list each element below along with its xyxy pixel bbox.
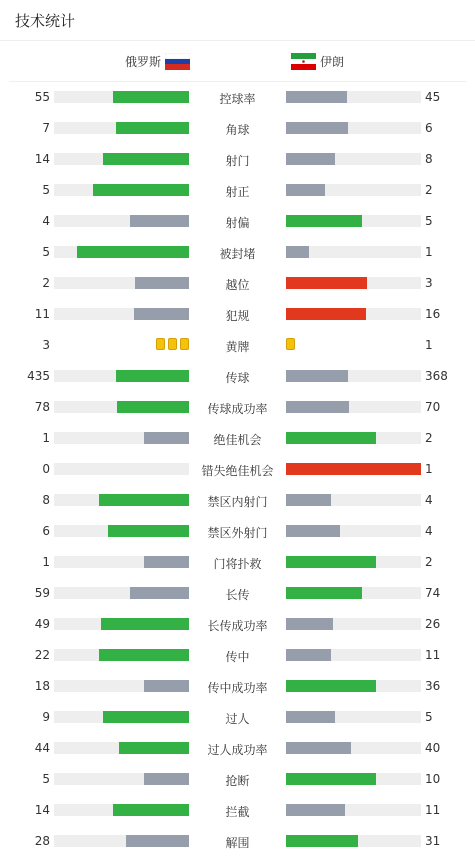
away-value: 16: [425, 307, 441, 321]
home-bar-fill: [113, 91, 189, 103]
away-bar-track: [286, 742, 421, 754]
away-bar-fill: [286, 184, 325, 196]
home-value: 8: [42, 493, 50, 507]
home-cards: [156, 338, 189, 350]
stat-label: 长传成功率: [207, 619, 268, 633]
home-bar-fill: [130, 215, 189, 227]
home-value: 49: [34, 617, 50, 631]
stats-header: [0, 0, 475, 41]
stat-row: [0, 392, 475, 423]
stat-row: [0, 268, 475, 299]
home-bar-track: [54, 91, 189, 103]
away-bar-track: [286, 122, 421, 134]
away-value: 4: [425, 493, 433, 507]
stat-label: 绝佳机会: [213, 433, 262, 447]
home-bar-fill: [144, 680, 189, 692]
home-value: 3: [42, 338, 50, 352]
away-bar-fill: [286, 153, 335, 165]
away-bar-track: [286, 835, 421, 847]
home-bar-track: [54, 773, 189, 785]
away-bar-fill: [286, 370, 348, 382]
home-bar-fill: [119, 742, 189, 754]
stat-row: [0, 113, 475, 144]
home-value: 4: [42, 214, 50, 228]
stat-row: [0, 454, 475, 485]
home-value: 11: [34, 307, 50, 321]
away-bar-track: [286, 711, 421, 723]
away-bar-track: [286, 804, 421, 816]
away-bar-fill: [286, 835, 358, 847]
stat-label: 禁区内射门: [207, 495, 268, 509]
home-bar-fill: [99, 494, 189, 506]
home-value: 0: [42, 462, 50, 476]
home-bar-track: [54, 556, 189, 568]
home-value: 78: [34, 400, 50, 414]
away-value: 31: [425, 834, 441, 848]
home-bar-fill: [144, 432, 189, 444]
home-bar-track: [54, 184, 189, 196]
stat-row: [0, 640, 475, 671]
away-bar-fill: [286, 711, 335, 723]
home-bar-track: [54, 680, 189, 692]
home-bar-fill: [126, 835, 189, 847]
home-bar-track: [54, 463, 189, 475]
away-bar-fill: [286, 432, 376, 444]
home-bar-track: [54, 649, 189, 661]
home-value: 2: [42, 276, 50, 290]
stat-label: 角球: [225, 123, 250, 137]
away-value: 36: [425, 679, 441, 693]
home-bar-track: [54, 277, 189, 289]
stat-row: [0, 795, 475, 826]
teams-bar: [9, 41, 466, 82]
away-bar-fill: [286, 773, 376, 785]
away-bar-fill: [286, 401, 349, 413]
yellow-card-icon: [286, 338, 295, 350]
stat-row: [0, 516, 475, 547]
stat-label: 黄牌: [225, 340, 250, 354]
home-bar-fill: [101, 618, 189, 630]
away-value: 70: [425, 400, 441, 414]
away-bar-fill: [286, 525, 340, 537]
away-team: [291, 41, 344, 81]
stat-row: [0, 175, 475, 206]
home-bar-track: [54, 587, 189, 599]
home-value: 6: [42, 524, 50, 538]
stat-label: 长传: [225, 588, 250, 602]
stat-label: 过人: [225, 712, 250, 726]
away-value: 26: [425, 617, 441, 631]
away-bar-track: [286, 525, 421, 537]
away-value: 74: [425, 586, 441, 600]
away-value: 1: [425, 245, 433, 259]
stat-row: [0, 671, 475, 702]
away-bar-fill: [286, 649, 331, 661]
home-value: 28: [34, 834, 50, 848]
away-value: 10: [425, 772, 441, 786]
away-bar-track: [286, 215, 421, 227]
away-bar-fill: [286, 277, 367, 289]
stat-row: [0, 330, 475, 361]
away-bar-track: [286, 680, 421, 692]
away-value: 2: [425, 555, 433, 569]
home-bar-fill: [77, 246, 189, 258]
home-value: 5: [42, 245, 50, 259]
stat-label: 解围: [225, 836, 250, 850]
away-value: 2: [425, 431, 433, 445]
home-bar-track: [54, 432, 189, 444]
home-bar-fill: [130, 587, 189, 599]
away-bar-fill: [286, 122, 348, 134]
away-bar-fill: [286, 556, 376, 568]
home-bar-fill: [135, 277, 189, 289]
away-bar-fill: [286, 246, 309, 258]
home-bar-track: [54, 711, 189, 723]
russia-flag-icon: [165, 53, 190, 70]
home-bar-track: [54, 742, 189, 754]
stat-label: 抢断: [225, 774, 250, 788]
home-bar-track: [54, 370, 189, 382]
away-bar-track: [286, 91, 421, 103]
away-value: 1: [425, 462, 433, 476]
yellow-card-icon: [168, 338, 177, 350]
home-value: 18: [34, 679, 50, 693]
stat-label: 射门: [225, 154, 250, 168]
yellow-card-icon: [156, 338, 165, 350]
home-bar-track: [54, 308, 189, 320]
home-bar-fill: [103, 711, 189, 723]
home-value: 1: [42, 431, 50, 445]
away-bar-track: [286, 587, 421, 599]
iran-flag-icon: [291, 53, 316, 70]
away-value: 1: [425, 338, 433, 352]
away-value: 3: [425, 276, 433, 290]
stat-row: [0, 361, 475, 392]
home-bar-track: [54, 401, 189, 413]
stat-label: 禁区外射门: [207, 526, 268, 540]
stat-label: 射正: [225, 185, 250, 199]
home-bar-track: [54, 618, 189, 630]
stat-label: 门将扑救: [213, 557, 262, 571]
home-team-name: 俄罗斯: [124, 54, 161, 69]
away-bar-track: [286, 649, 421, 661]
home-bar-track: [54, 525, 189, 537]
stat-row: [0, 299, 475, 330]
stat-row: [0, 578, 475, 609]
home-bar-track: [54, 494, 189, 506]
stat-row: [0, 144, 475, 175]
home-bar-track: [54, 215, 189, 227]
home-bar-track: [54, 246, 189, 258]
home-bar-track: [54, 153, 189, 165]
away-team-name: 伊朗: [320, 54, 345, 69]
away-bar-fill: [286, 308, 366, 320]
page-title: 技术统计: [15, 11, 76, 30]
away-bar-track: [286, 277, 421, 289]
away-bar-track: [286, 773, 421, 785]
away-bar-fill: [286, 804, 345, 816]
home-value: 1: [42, 555, 50, 569]
away-bar-track: [286, 494, 421, 506]
stat-label: 射偏: [225, 216, 250, 230]
away-value: 5: [425, 710, 433, 724]
away-value: 368: [425, 369, 448, 383]
stat-row: [0, 82, 475, 113]
away-bar-track: [286, 618, 421, 630]
stat-row: [0, 733, 475, 764]
home-value: 22: [34, 648, 50, 662]
stat-row: [0, 609, 475, 640]
stat-label: 拦截: [225, 805, 250, 819]
stat-label: 越位: [225, 278, 250, 292]
away-bar-fill: [286, 680, 376, 692]
stat-label: 犯规: [225, 309, 250, 323]
away-value: 45: [425, 90, 441, 104]
stats-list: [0, 82, 475, 857]
stat-row: [0, 423, 475, 454]
home-bar-fill: [116, 370, 189, 382]
away-value: 4: [425, 524, 433, 538]
stat-row: [0, 237, 475, 268]
away-bar-fill: [286, 742, 351, 754]
stat-row: [0, 764, 475, 795]
home-bar-fill: [116, 122, 189, 134]
away-value: 11: [425, 648, 441, 662]
home-value: 59: [34, 586, 50, 600]
home-bar-fill: [93, 184, 189, 196]
home-bar-fill: [117, 401, 189, 413]
away-cards: [286, 338, 295, 350]
away-bar-fill: [286, 463, 421, 475]
away-bar-track: [286, 308, 421, 320]
away-bar-track: [286, 370, 421, 382]
home-bar-fill: [144, 556, 189, 568]
away-value: 6: [425, 121, 433, 135]
away-bar-fill: [286, 91, 347, 103]
home-bar-track: [54, 122, 189, 134]
home-value: 9: [42, 710, 50, 724]
home-value: 14: [34, 152, 50, 166]
home-value: 5: [42, 183, 50, 197]
yellow-card-icon: [180, 338, 189, 350]
away-bar-fill: [286, 494, 331, 506]
stat-row: [0, 826, 475, 857]
home-value: 44: [34, 741, 50, 755]
stat-row: [0, 702, 475, 733]
stat-label: 传中: [225, 650, 250, 664]
away-bar-track: [286, 432, 421, 444]
home-bar-fill: [144, 773, 189, 785]
home-value: 55: [34, 90, 50, 104]
away-value: 8: [425, 152, 433, 166]
home-bar-fill: [113, 804, 189, 816]
home-bar-fill: [134, 308, 189, 320]
home-value: 14: [34, 803, 50, 817]
away-bar-fill: [286, 215, 362, 227]
home-bar-fill: [99, 649, 189, 661]
stat-row: [0, 547, 475, 578]
away-bar-track: [286, 556, 421, 568]
stat-label: 传中成功率: [207, 681, 268, 695]
stat-label: 被封堵: [219, 247, 256, 261]
stat-label: 过人成功率: [207, 743, 268, 757]
stat-row: [0, 206, 475, 237]
home-value: 5: [42, 772, 50, 786]
away-bar-fill: [286, 587, 362, 599]
home-value: 435: [27, 369, 50, 383]
stat-label: 传球成功率: [207, 402, 268, 416]
stat-row: [0, 485, 475, 516]
away-bar-track: [286, 401, 421, 413]
away-value: 5: [425, 214, 433, 228]
away-value: 40: [425, 741, 441, 755]
home-team: [125, 41, 190, 81]
away-value: 11: [425, 803, 441, 817]
away-bar-track: [286, 153, 421, 165]
stat-label: 传球: [225, 371, 250, 385]
home-bar-fill: [103, 153, 189, 165]
home-value: 7: [42, 121, 50, 135]
stat-label: 错失绝佳机会: [201, 464, 274, 478]
away-bar-track: [286, 246, 421, 258]
home-bar-track: [54, 804, 189, 816]
away-bar-track: [286, 184, 421, 196]
away-value: 2: [425, 183, 433, 197]
away-bar-track: [286, 463, 421, 475]
home-bar-fill: [108, 525, 189, 537]
home-bar-track: [54, 835, 189, 847]
away-bar-fill: [286, 618, 333, 630]
stat-label: 控球率: [219, 92, 256, 106]
